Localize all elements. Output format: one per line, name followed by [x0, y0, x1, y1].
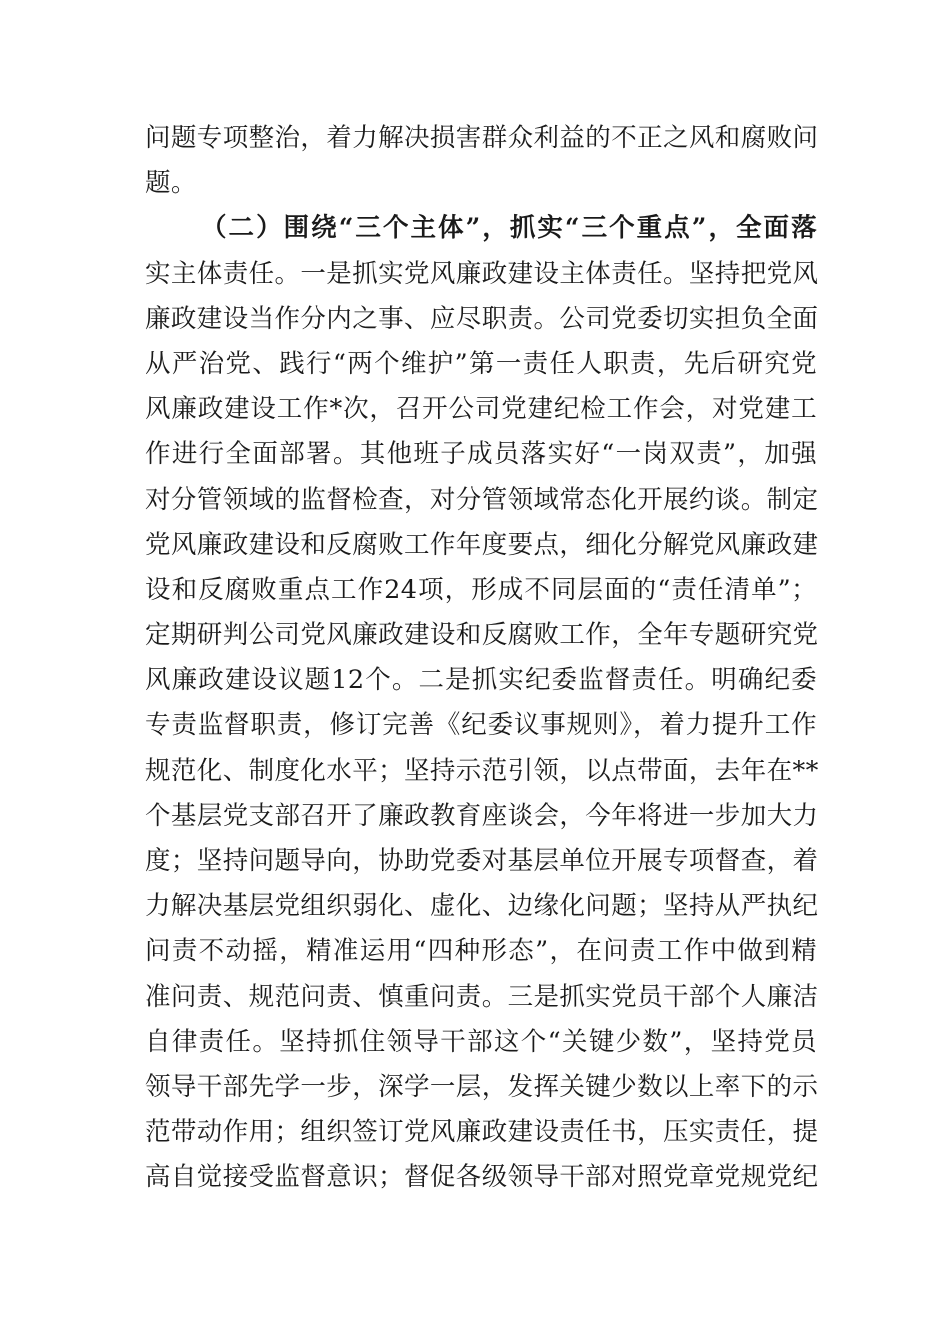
text-line: 专责监督职责，修订完善《纪委议事规则》，着力提升工作 [145, 710, 817, 741]
text-line: 题。 [145, 168, 197, 199]
text-line: 廉政建设当作分内之事、应尽职责。公司党委切实担负全面 [145, 303, 819, 334]
text-line: 党风廉政建设和反腐败工作年度要点，细化分解党风廉政建 [145, 529, 819, 560]
text-line: 定期研判公司党风廉政建设和反腐败工作，全年专题研究党 [145, 620, 819, 651]
text-line: 从严治党、践行“两个维护”第一责任人职责，先后研究党 [145, 348, 817, 379]
text-line: 对分管领域的监督检查，对分管领域常态化开展约谈。制定 [145, 484, 819, 515]
text-line: 风廉政建设工作*次，召开公司党建纪检工作会，对党建工 [145, 394, 817, 425]
text-line: 高自觉接受监督意识；督促各级领导干部对照党章党规党纪 [145, 1162, 819, 1193]
text-line: 范带动作用；组织签订党风廉政建设责任书，压实责任，提 [145, 1117, 819, 1148]
text-line: 个基层党支部召开了廉政教育座谈会，今年将进一步加大力 [145, 800, 819, 831]
section-heading: （二）围绕“三个主体”，抓实“三个重点”，全面落 [201, 213, 817, 244]
text-line: 度；坚持问题导向，协助党委对基层单位开展专项督查，着 [145, 846, 819, 876]
text-line: 实主体责任。一是抓实党风廉政建设主体责任。坚持把党风 [145, 258, 819, 289]
text-line: 风廉政建设议题12个。二是抓实纪委监督责任。明确纪委 [145, 665, 817, 696]
body-text [145, 116, 817, 1201]
text-line: 问题专项整治，着力解决损害群众利益的不正之风和腐败问 [145, 123, 819, 153]
text-line: 准问责、规范问责、慎重问责。三是抓实党员干部个人廉洁 [145, 981, 819, 1012]
text-line: 力解决基层党组织弱化、虚化、边缘化问题；坚持从严执纪 [145, 891, 819, 922]
text-line: 自律责任。坚持抓住领导干部这个“关键少数”，坚持党员 [145, 1026, 817, 1057]
text-line: 问责不动摇，精准运用“四种形态”，在问责工作中做到精 [145, 936, 817, 967]
text-line: 领导干部先学一步，深学一层，发挥关键少数以上率下的示 [145, 1071, 819, 1102]
text-line: 规范化、制度化水平；坚持示范引领，以点带面，去年在** [145, 755, 819, 786]
text-line: 设和反腐败重点工作24项，形成不同层面的“责任清单”； [145, 574, 817, 605]
text-line: 作进行全面部署。其他班子成员落实好“一岗双责”，加强 [145, 439, 817, 470]
